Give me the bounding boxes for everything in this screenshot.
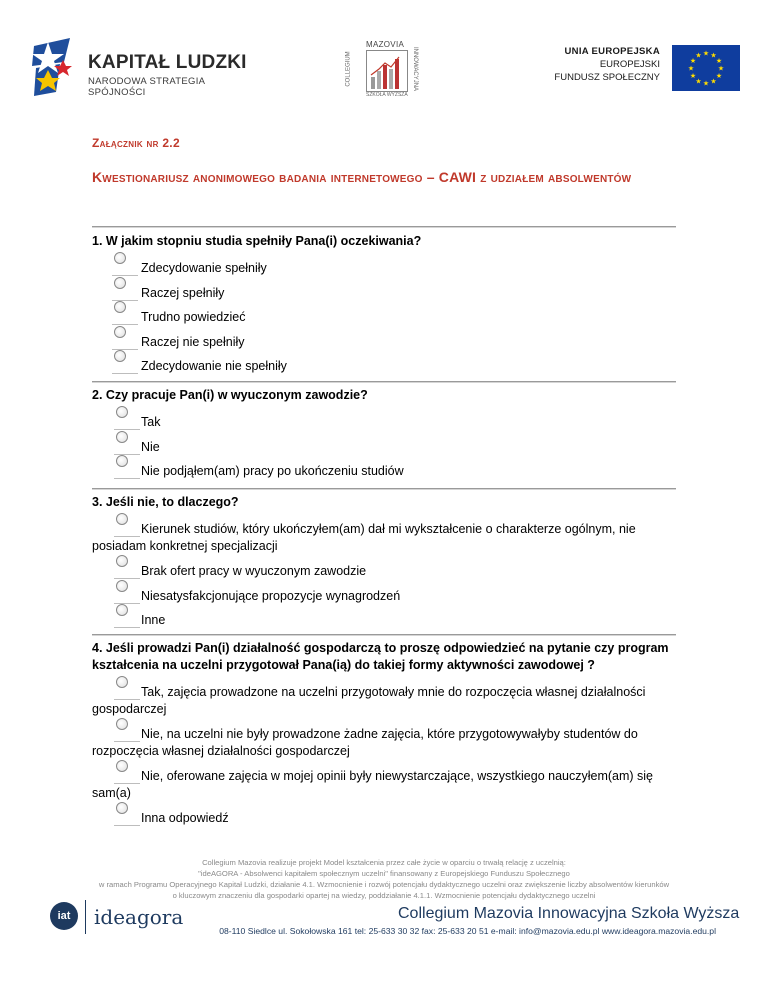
eu-star-icon: ★ — [689, 58, 697, 65]
answer-option-label: Zdecydowanie nie spełniły — [141, 359, 287, 373]
funding-line: w ramach Programu Operacyjnego Kapitał Ludzki, działanie 4.1. Wzmocnienie i rozwój potencjału dydaktycznego uczelni oraz zwiększenie liczby absolwentów kierunków — [98, 880, 670, 889]
kapital-ludzki-title: KAPITAŁ LUDZKI — [88, 52, 247, 73]
question-text-line: kształcenia na uczelni przygotował Pana(ią) do takiej formy aktywności zawodowej ? — [92, 658, 595, 672]
eu-star-icon: ★ — [717, 65, 725, 73]
eu-label-line2: EUROPEJSKI — [599, 59, 660, 70]
answer-option[interactable] — [92, 521, 676, 555]
eu-star-icon: ★ — [715, 58, 723, 65]
ideagora-name: ideagora — [94, 905, 184, 929]
question-text — [92, 387, 676, 404]
answer-option-label: Raczej nie spełniły — [141, 334, 245, 349]
question-separator — [92, 488, 676, 489]
answer-option-label: rozpoczęcia własnej działalności gospodarczej — [92, 744, 350, 758]
answer-option-label: Inna odpowiedź — [141, 811, 229, 825]
logo-divider — [85, 900, 86, 934]
eu-star-icon: ★ — [715, 73, 723, 80]
attachment-number: Załącznik nr 2.2 — [92, 136, 180, 150]
answer-option-label: Nie podjąłem(am) pracy po ukończeniu studiów — [141, 464, 404, 478]
eu-star-icon: ★ — [687, 65, 695, 73]
answer-option[interactable] — [92, 260, 676, 277]
answer-option-label: Nie, na uczelni nie były prowadzone żadne zajęcia, które przygotowywałyby studentów do — [141, 727, 638, 741]
collegium-logo-left-text: COLLEGIUM — [345, 51, 352, 87]
collegium-logo-word: MAZOVIA — [366, 40, 405, 49]
answer-option[interactable] — [92, 285, 676, 302]
question-separator — [92, 381, 676, 382]
answer-option-label: Nie — [141, 439, 160, 454]
answer-option[interactable] — [92, 439, 676, 456]
eu-fund-label — [548, 45, 660, 84]
collegium-logo-right-text: INNOWACYJNA — [412, 46, 419, 92]
project-funding-note — [40, 857, 728, 901]
question-text — [92, 494, 676, 511]
question-text — [92, 640, 676, 674]
kapital-ludzki-subtitle: NARODOWA STRATEGIA SPÓJNOŚCI — [88, 76, 205, 98]
ideagora-logo — [50, 900, 210, 936]
answer-option[interactable] — [92, 588, 676, 605]
answer-option-label: sam(a) — [92, 786, 131, 800]
question-separator — [92, 226, 676, 227]
answer-option[interactable] — [92, 463, 676, 480]
ideagora-mark-icon: iat — [50, 902, 78, 930]
answer-option-label: Nie, oferowane zajęcia w mojej opinii były niewystarczające, wszystkiego nauczyłem(am) się — [141, 769, 654, 783]
eu-star-icon: ★ — [695, 52, 702, 60]
answer-option[interactable] — [92, 334, 676, 351]
eu-star-icon: ★ — [695, 78, 702, 86]
eu-label-line3: FUNDUSZ SPOŁECZNY — [554, 72, 660, 83]
question-text-line: 1. W jakim stopniu studia spełniły Pana(i) oczekiwania? — [92, 234, 422, 248]
eu-label-line1: UNIA EUROPEJSKA — [564, 46, 660, 57]
question-separator — [92, 634, 676, 635]
answer-option-label: Kierunek studiów, który ukończyłem(am) dał mi wykształcenie o charakterze ogólnym, nie — [141, 522, 636, 536]
eu-flag-icon — [672, 45, 740, 91]
eu-star-icon: ★ — [702, 80, 710, 88]
funding-line: o kluczowym znaczeniu dla gospodarki opartej na wiedzy, poddziałanie 4.1.1. Wzmocnienie potencjału dydaktycznego uczelni — [172, 891, 596, 900]
answer-option-label: Raczej spełniły — [141, 285, 225, 300]
collegium-logo-bottom-text: SZKOŁA WYŻSZA — [366, 92, 408, 98]
answer-option[interactable] — [92, 726, 676, 760]
eu-star-icon: ★ — [710, 52, 717, 60]
answer-option[interactable] — [92, 612, 676, 629]
answer-option-label: Brak ofert pracy w wyuczonym zawodzie — [141, 564, 367, 578]
funding-line: "ideAGORA - Absolwenci kapitałem społecznym uczelni" finansowany z Europejskiego Funduszu Społecznego — [198, 869, 570, 878]
answer-option[interactable] — [92, 768, 676, 802]
answer-option[interactable] — [92, 414, 676, 431]
funding-line: Collegium Mazovia realizuje projekt Model kształcenia przez całe życie w oparciu o trwałą relację z uczelnią: — [202, 858, 566, 867]
eu-star-icon: ★ — [689, 73, 697, 80]
answer-option[interactable] — [92, 684, 676, 718]
eu-star-icon: ★ — [702, 50, 710, 58]
kapital-ludzki-mark-icon — [30, 36, 92, 98]
kapital-ludzki-logo — [30, 36, 250, 100]
question-text — [92, 233, 676, 250]
answer-option[interactable] — [92, 810, 676, 827]
answer-option[interactable] — [92, 358, 676, 375]
collegium-chart-icon — [366, 50, 408, 92]
document-title: Kwestionariusz anonimowego badania internetowego – CAWI z udziałem absolwentów — [92, 169, 632, 185]
answer-option-label: posiadam konkretnej specjalizacji — [92, 539, 278, 553]
answer-option-label: Inne — [141, 613, 166, 627]
answer-option-label: Tak — [141, 415, 161, 429]
school-name: Collegium Mazovia Innowacyjna Szkoła Wyższa — [398, 905, 740, 922]
answer-option-label: gospodarczej — [92, 702, 167, 716]
answer-option[interactable] — [92, 563, 676, 580]
answer-option-label: Tak, zajęcia prowadzone na uczelni przygotowały mnie do rozpoczęcia własnej działalności — [141, 685, 646, 699]
answer-option-label: Zdecydowanie spełniły — [141, 261, 267, 275]
answer-option-label: Niesatysfakcjonujące propozycje wynagrodzeń — [141, 588, 401, 603]
eu-star-icon: ★ — [710, 78, 717, 86]
answer-option-label: Trudno powiedzieć — [141, 310, 246, 324]
question-text-line: 4. Jeśli prowadzi Pan(i) działalność gospodarczą to proszę odpowiedzieć na pytanie czy program — [92, 641, 669, 655]
collegium-mazovia-logo — [345, 40, 421, 98]
school-contact-address: 08-110 Siedlce ul. Sokołowska 161 tel: 25-633 30 32 fax: 25-633 20 51 e-mail: info@mazovia.edu.pl www.ideagora.mazovia.edu.pl — [219, 926, 716, 936]
question-text-line: 2. Czy pracuje Pan(i) w wyuczonym zawodzie? — [92, 388, 368, 402]
answer-option[interactable] — [92, 309, 676, 326]
question-text-line: 3. Jeśli nie, to dlaczego? — [92, 495, 239, 509]
